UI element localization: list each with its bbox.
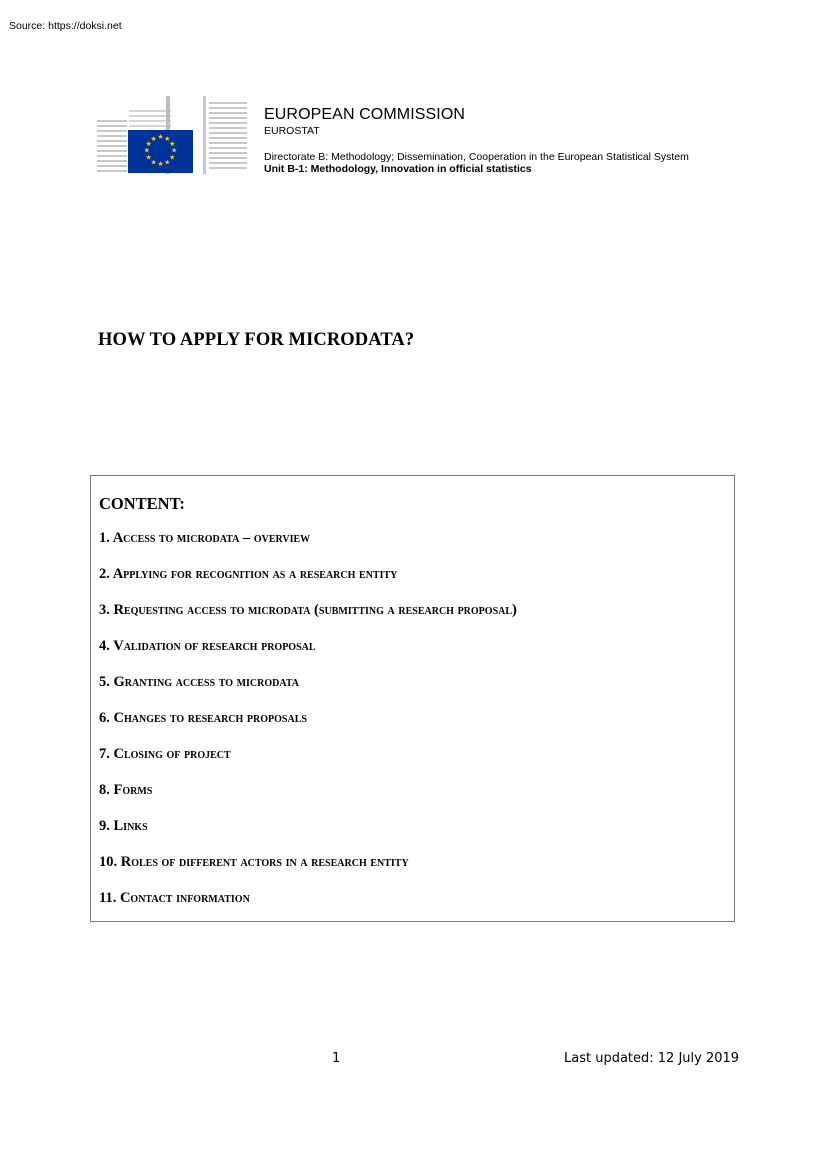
organization-name: EUROPEAN COMMISSION	[264, 106, 466, 123]
svg-text:★: ★	[143, 146, 151, 155]
building-right-wing	[203, 96, 247, 174]
svg-text:★: ★	[169, 153, 176, 162]
toc-heading: CONTENT:	[99, 494, 185, 513]
unit-line: Unit B-1: Methodology, Innovation in official statistics	[264, 163, 532, 175]
svg-text:★: ★	[164, 158, 171, 167]
last-updated: Last updated: 12 July 2019	[564, 1051, 740, 1066]
source-note: Source: https://doksi.net	[9, 20, 122, 32]
page-number: 1	[332, 1051, 341, 1066]
svg-text:★: ★	[164, 134, 171, 143]
toc-item-contact[interactable]: 11. Contact information	[99, 890, 250, 906]
svg-text:★: ★	[157, 160, 164, 169]
building-center-left	[129, 110, 171, 127]
toc-item-closing[interactable]: 7. Closing of project	[99, 746, 231, 762]
directorate-line: Directorate B: Methodology; Dissemination, Cooperation in the European Statistical System	[264, 151, 689, 163]
toc-item-validation[interactable]: 4. Validation of research proposal	[99, 638, 316, 654]
svg-text:★: ★	[145, 139, 152, 148]
toc-list	[99, 530, 517, 926]
toc-item-links[interactable]: 9. Links	[99, 818, 148, 834]
svg-text:★: ★	[157, 133, 164, 141]
toc-item-changes[interactable]: 6. Changes to research proposals	[99, 710, 307, 726]
toc-item-granting-access[interactable]: 5. Granting access to microdata	[99, 674, 300, 690]
organization-subname: EUROSTAT	[264, 125, 320, 137]
svg-text:★: ★	[150, 134, 157, 143]
toc-item-roles[interactable]: 10. Roles of different actors in a research entity	[99, 854, 409, 870]
organization-header	[264, 105, 689, 175]
toc-item-recognition[interactable]: 2. Applying for recognition as a research entity	[99, 566, 398, 582]
toc-item-access-overview[interactable]: 1. Access to microdata – overview	[99, 530, 311, 546]
svg-text:★: ★	[169, 139, 176, 148]
svg-text:★: ★	[145, 153, 152, 162]
toc-item-requesting-access[interactable]: 3. Requesting access to microdata (submitting a research proposal)	[99, 602, 517, 618]
svg-text:★: ★	[150, 158, 157, 167]
building-left-wing	[97, 120, 127, 172]
table-of-contents	[90, 475, 735, 922]
document-title: HOW TO APPLY FOR MICRODATA?	[98, 330, 415, 350]
svg-text:★: ★	[170, 146, 178, 155]
european-commission-logo	[97, 96, 249, 174]
toc-item-forms[interactable]: 8. Forms	[99, 782, 153, 798]
